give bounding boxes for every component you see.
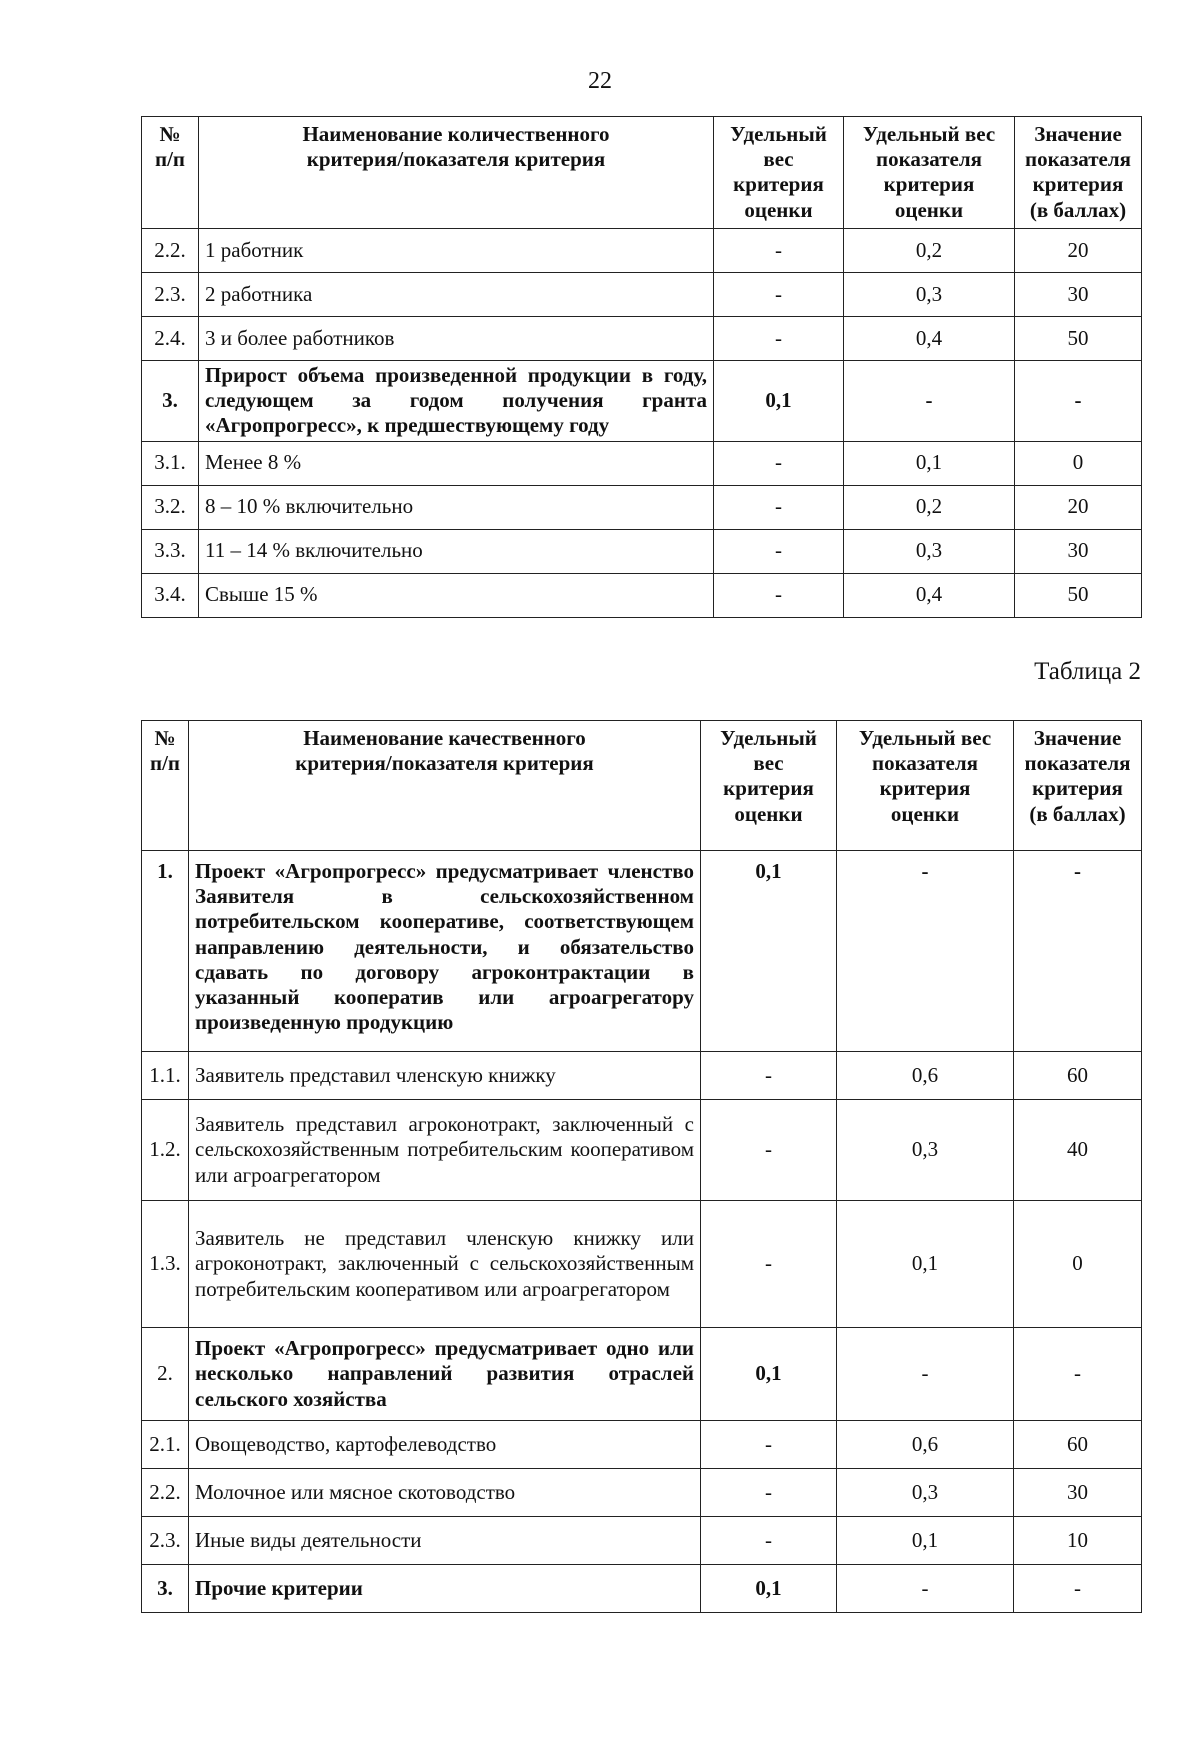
row-num: 2.3. bbox=[142, 1517, 189, 1565]
row-indicator-weight: 0,3 bbox=[837, 1469, 1014, 1517]
row-name: 3 и более работников bbox=[199, 317, 714, 361]
row-name: 1 работник bbox=[199, 229, 714, 273]
row-value: 50 bbox=[1015, 573, 1142, 617]
row-num: 2. bbox=[142, 1328, 189, 1421]
table-row bbox=[142, 1565, 1142, 1613]
table-row bbox=[142, 1328, 1142, 1421]
row-value: - bbox=[1014, 1328, 1142, 1421]
row-value: 10 bbox=[1014, 1517, 1142, 1565]
row-value: 60 bbox=[1014, 1421, 1142, 1469]
row-indicator-weight: 0,4 bbox=[844, 317, 1015, 361]
row-weight: 0,1 bbox=[701, 851, 837, 1052]
row-weight: - bbox=[714, 273, 844, 317]
header-name: Наименование качественного критерия/показателя критерия bbox=[189, 721, 701, 851]
row-num: 3.2. bbox=[142, 485, 199, 529]
table-row bbox=[142, 485, 1142, 529]
row-name: Проект «Агропрогресс» предусматривает членство Заявителя в сельскохозяйственном потребительском кооперативе, соответствующем направлению деятельности, и обязательство сдавать по договору агроконтрактации в указанный кооператив или агроагрегатору произведенную продукцию bbox=[189, 851, 701, 1052]
row-weight: - bbox=[701, 1517, 837, 1565]
qualitative-criteria-table bbox=[141, 720, 1142, 1613]
row-name: Заявитель представил членскую книжку bbox=[189, 1052, 701, 1100]
row-value: 60 bbox=[1014, 1052, 1142, 1100]
header-value: Значение показателя критерия (в баллах) bbox=[1014, 721, 1142, 851]
header-indicator-weight: Удельный вес показателя критерия оценки bbox=[837, 721, 1014, 851]
row-num: 3. bbox=[142, 361, 199, 442]
row-name: 11 – 14 % включительно bbox=[199, 529, 714, 573]
table-row bbox=[142, 529, 1142, 573]
row-indicator-weight: 0,1 bbox=[837, 1201, 1014, 1328]
row-value: - bbox=[1014, 1565, 1142, 1613]
row-num: 2.1. bbox=[142, 1421, 189, 1469]
header-weight: Удельный вес критерия оценки bbox=[714, 117, 844, 229]
row-num: 2.4. bbox=[142, 317, 199, 361]
row-num: 2.2. bbox=[142, 229, 199, 273]
row-value: 20 bbox=[1015, 229, 1142, 273]
table-row bbox=[142, 317, 1142, 361]
table-row bbox=[142, 1421, 1142, 1469]
row-num: 1. bbox=[142, 851, 189, 1052]
row-value: 30 bbox=[1015, 273, 1142, 317]
table-row bbox=[142, 1100, 1142, 1201]
row-num: 3. bbox=[142, 1565, 189, 1613]
row-value: 40 bbox=[1014, 1100, 1142, 1201]
header-value: Значение показателя критерия (в баллах) bbox=[1015, 117, 1142, 229]
row-name: Заявитель представил агроконотракт, заключенный с сельскохозяйственным потребительским кооперативом или агроагрегатором bbox=[189, 1100, 701, 1201]
row-name: 2 работника bbox=[199, 273, 714, 317]
row-indicator-weight: 0,3 bbox=[844, 273, 1015, 317]
row-indicator-weight: 0,4 bbox=[844, 573, 1015, 617]
row-weight: - bbox=[701, 1052, 837, 1100]
header-num: № п/п bbox=[142, 721, 189, 851]
row-value: 0 bbox=[1014, 1201, 1142, 1328]
table-row bbox=[142, 273, 1142, 317]
row-weight: 0,1 bbox=[701, 1565, 837, 1613]
header-num: № п/п bbox=[142, 117, 199, 229]
table-row bbox=[142, 573, 1142, 617]
row-name: Проект «Агропрогресс» предусматривает одно или несколько направлений развития отраслей сельского хозяйства bbox=[189, 1328, 701, 1421]
header-name: Наименование количественного критерия/показателя критерия bbox=[199, 117, 714, 229]
row-weight: - bbox=[714, 441, 844, 485]
row-indicator-weight: 0,2 bbox=[844, 229, 1015, 273]
row-value: 20 bbox=[1015, 485, 1142, 529]
table-row bbox=[142, 1201, 1142, 1328]
row-name: Прочие критерии bbox=[189, 1565, 701, 1613]
row-weight: - bbox=[701, 1100, 837, 1201]
row-num: 1.2. bbox=[142, 1100, 189, 1201]
row-indicator-weight: 0,1 bbox=[844, 441, 1015, 485]
table-row bbox=[142, 851, 1142, 1052]
quantitative-criteria-table bbox=[141, 116, 1142, 618]
row-weight: - bbox=[701, 1201, 837, 1328]
header-weight: Удельный вес критерия оценки bbox=[701, 721, 837, 851]
row-value: - bbox=[1015, 361, 1142, 442]
table-row bbox=[142, 229, 1142, 273]
header-indicator-weight: Удельный вес показателя критерия оценки bbox=[844, 117, 1015, 229]
row-weight: - bbox=[701, 1421, 837, 1469]
row-num: 3.4. bbox=[142, 573, 199, 617]
row-num: 1.1. bbox=[142, 1052, 189, 1100]
row-weight: - bbox=[701, 1469, 837, 1517]
row-value: 0 bbox=[1015, 441, 1142, 485]
row-weight: - bbox=[714, 573, 844, 617]
page-number: 22 bbox=[588, 68, 612, 94]
row-name: Иные виды деятельности bbox=[189, 1517, 701, 1565]
row-indicator-weight: - bbox=[837, 1328, 1014, 1421]
table-header-row bbox=[142, 721, 1142, 851]
row-name: Свыше 15 % bbox=[199, 573, 714, 617]
table-caption: Таблица 2 bbox=[1034, 658, 1141, 685]
row-weight: - bbox=[714, 229, 844, 273]
row-num: 2.3. bbox=[142, 273, 199, 317]
row-name: Прирост объема произведенной продукции в году, следующем за годом получения гранта «Агропрогресс», к предшествующему году bbox=[199, 361, 714, 442]
table-row bbox=[142, 1517, 1142, 1565]
row-indicator-weight: - bbox=[844, 361, 1015, 442]
row-num: 2.2. bbox=[142, 1469, 189, 1517]
row-indicator-weight: 0,1 bbox=[837, 1517, 1014, 1565]
row-value: 30 bbox=[1015, 529, 1142, 573]
row-value: - bbox=[1014, 851, 1142, 1052]
row-num: 1.3. bbox=[142, 1201, 189, 1328]
row-weight: 0,1 bbox=[714, 361, 844, 442]
row-num: 3.3. bbox=[142, 529, 199, 573]
table-row bbox=[142, 361, 1142, 442]
row-indicator-weight: - bbox=[837, 851, 1014, 1052]
row-indicator-weight: 0,6 bbox=[837, 1052, 1014, 1100]
row-weight: - bbox=[714, 529, 844, 573]
row-indicator-weight: 0,6 bbox=[837, 1421, 1014, 1469]
table-row bbox=[142, 1469, 1142, 1517]
row-num: 3.1. bbox=[142, 441, 199, 485]
row-name: Заявитель не представил членскую книжку или агроконотракт, заключенный с сельскохозяйственным потребительским кооперативом или агроагрегатором bbox=[189, 1201, 701, 1328]
row-name: 8 – 10 % включительно bbox=[199, 485, 714, 529]
row-indicator-weight: 0,3 bbox=[844, 529, 1015, 573]
table-row bbox=[142, 441, 1142, 485]
row-name: Молочное или мясное скотоводство bbox=[189, 1469, 701, 1517]
row-value: 30 bbox=[1014, 1469, 1142, 1517]
table-header-row bbox=[142, 117, 1142, 229]
row-name: Менее 8 % bbox=[199, 441, 714, 485]
row-name: Овощеводство, картофелеводство bbox=[189, 1421, 701, 1469]
row-weight: - bbox=[714, 317, 844, 361]
row-indicator-weight: - bbox=[837, 1565, 1014, 1613]
row-indicator-weight: 0,2 bbox=[844, 485, 1015, 529]
table-row bbox=[142, 1052, 1142, 1100]
row-weight: - bbox=[714, 485, 844, 529]
row-value: 50 bbox=[1015, 317, 1142, 361]
row-indicator-weight: 0,3 bbox=[837, 1100, 1014, 1201]
row-weight: 0,1 bbox=[701, 1328, 837, 1421]
